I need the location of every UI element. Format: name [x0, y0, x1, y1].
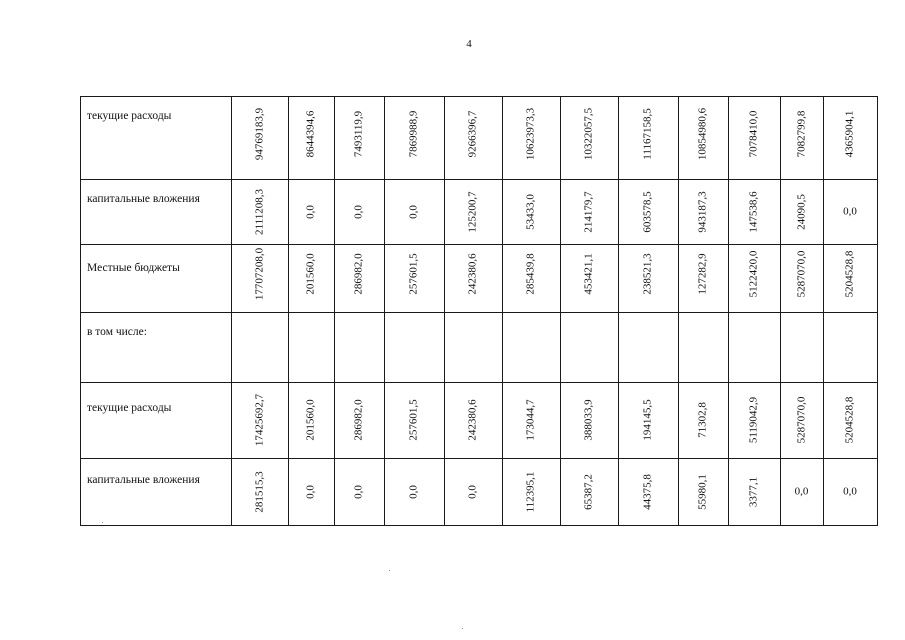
cell-value: 0,0	[466, 484, 479, 499]
cell-value: 5204528,8	[843, 250, 856, 298]
cell-value: 603578,5	[641, 190, 654, 233]
cell-value: 9266396,7	[466, 110, 479, 157]
cell-value: 388033,9	[582, 399, 595, 441]
cell-value: 53433,0	[524, 193, 537, 230]
cell-value: 147538,6	[747, 190, 760, 233]
cell-value: 5119042,9	[747, 396, 760, 444]
cell-value: 0,0	[304, 484, 317, 499]
cell-value: 112395,1	[524, 471, 537, 512]
table-grid	[80, 96, 878, 526]
cell-value: 8644394,6	[304, 110, 317, 157]
scan-speck	[462, 628, 463, 629]
scan-speck	[389, 570, 390, 571]
cell-value: 127282,9	[696, 253, 709, 295]
cell-value: 0,0	[407, 204, 420, 219]
cell-value: 7869988,9	[407, 110, 420, 157]
cell-value: 10623973,3	[524, 107, 537, 160]
cell-value: 0,0	[843, 205, 857, 217]
page-number: 4	[466, 38, 472, 50]
cell-value: 0,0	[352, 204, 365, 219]
cell-value: 173044,7	[524, 399, 537, 441]
cell-value: 453421,1	[582, 253, 595, 295]
cell-value: 125200,7	[466, 190, 479, 233]
cell-value: 242380,6	[466, 253, 479, 295]
cell-value: 0,0	[304, 204, 317, 219]
cell-value: 286982,0	[352, 399, 365, 441]
cell-value: 0,0	[407, 484, 420, 499]
cell-value: 71302,8	[696, 402, 709, 438]
cell-value: 10854980,6	[696, 107, 709, 160]
cell-value: 94769183,9	[253, 107, 265, 160]
cell-value: 238521,3	[641, 253, 654, 295]
cell-value: 5122420,0	[747, 250, 760, 298]
cell-value: 3377,1	[747, 476, 760, 507]
cell-value: 5287070,0	[795, 250, 807, 298]
cell-value: 44375,8	[641, 473, 654, 510]
row-label: текущие расходы	[87, 402, 172, 414]
cell-value: 214179,7	[582, 190, 595, 233]
row-label: в том числе:	[87, 326, 147, 338]
row-label: текущие расходы	[87, 110, 172, 122]
cell-value: 0,0	[352, 484, 365, 499]
cell-value: 257601,5	[407, 399, 420, 441]
cell-value: 5204528,8	[843, 396, 856, 444]
cell-value: 7082799,8	[795, 110, 807, 157]
cell-value: 10322057,5	[582, 107, 595, 160]
cell-value: 194145,5	[641, 399, 654, 441]
cell-value: 5287070,0	[795, 396, 807, 444]
cell-value: 2111208,3	[253, 188, 265, 235]
cell-value: 55980,1	[696, 473, 709, 510]
budget-table	[80, 96, 878, 526]
cell-value: 0,0	[794, 485, 809, 497]
cell-value: 11167158,5	[641, 107, 654, 160]
cell-value: 7078410,0	[747, 110, 760, 157]
cell-value: 17707208,0	[253, 247, 265, 301]
cell-value: 24090,5	[795, 193, 807, 230]
cell-value: 285439,8	[524, 253, 537, 295]
cell-value: 286982,0	[352, 253, 365, 295]
cell-value: 201560,0	[304, 399, 317, 441]
cell-value: 17425692,7	[253, 393, 265, 447]
scan-speck	[102, 522, 103, 523]
cell-value: 943187,3	[696, 190, 709, 233]
cell-value: 0,0	[843, 485, 857, 497]
cell-value: 4365904,1	[843, 110, 856, 157]
cell-value: 281515,3	[253, 470, 265, 513]
cell-value: 7493119,9	[352, 110, 365, 157]
cell-value: 242380,6	[466, 399, 479, 441]
cell-value: 257601,5	[407, 253, 420, 295]
row-label: Местные бюджеты	[87, 262, 180, 274]
cell-value: 201560,0	[304, 253, 317, 295]
row-label: капитальные вложения	[87, 193, 200, 205]
row-label: капитальные вложения	[87, 474, 200, 486]
cell-value: 65387,2	[582, 473, 595, 510]
